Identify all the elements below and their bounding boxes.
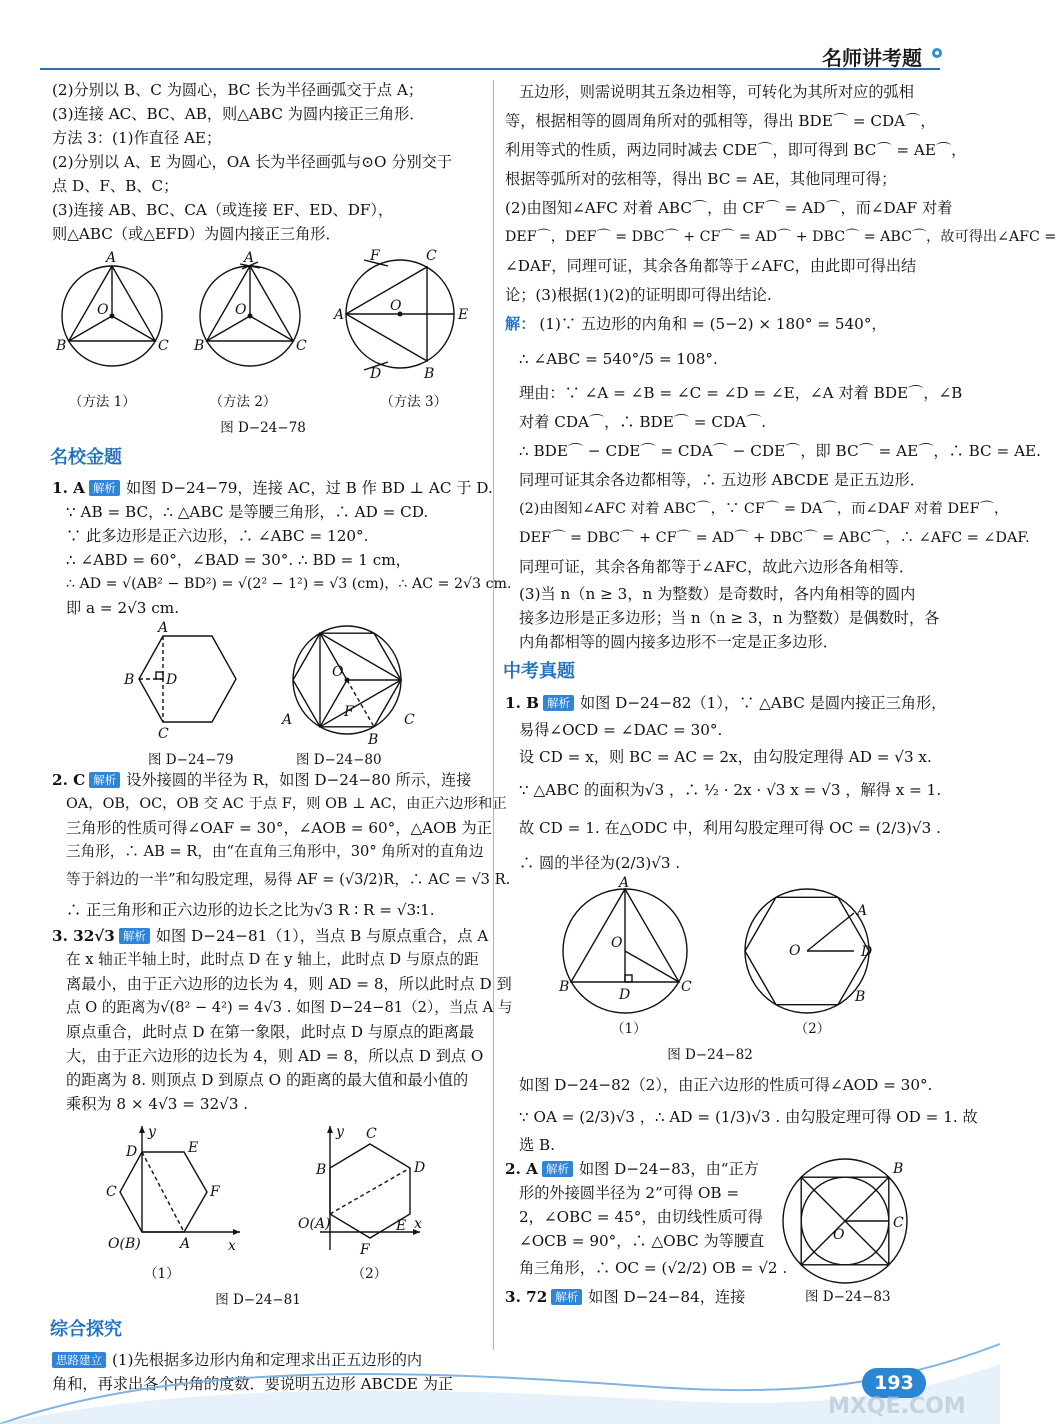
fig78-label: O bbox=[97, 302, 109, 318]
text-line: 选 B. bbox=[519, 1136, 556, 1154]
text-line: 故 CD = 1. 在△ODC 中，利用勾股定理可得 OC = (2/3)√3 . bbox=[519, 819, 941, 837]
text-line: DEF⌒，DEF⌒ = DBC⌒ + CF⌒ = AD⌒ + DBC⌒ = ABC⌒，故可得出∠AFC = bbox=[505, 229, 1056, 245]
text-line: 同理可证，其余各角都等于∠AFC，故此六边形各角相等． bbox=[519, 558, 915, 576]
text-line: 2，∠OBC = 45°，由切线性质可得 bbox=[519, 1208, 763, 1226]
text-line: (3)连接 AC、BC、AB，则△ABC 为圆内接正三角形． bbox=[52, 105, 425, 123]
fig79-label: B bbox=[124, 672, 135, 688]
silu-tag: 思路建立 bbox=[52, 1352, 106, 1368]
fig82-label: B bbox=[559, 979, 570, 995]
text-line: 乘积为 8 × 4√3 = 32√3 . bbox=[66, 1095, 249, 1113]
fig78-label: E bbox=[458, 307, 469, 323]
fig81-label: A bbox=[180, 1236, 191, 1252]
fig80-center-dot bbox=[345, 678, 350, 683]
fig78-caption: （方法 2） bbox=[209, 394, 277, 410]
fig81-caption: （2） bbox=[351, 1266, 388, 1282]
fig78-label: O bbox=[235, 302, 247, 318]
fig81-arrow bbox=[233, 1229, 240, 1235]
fig83-label: O bbox=[833, 1227, 845, 1243]
fig82-title: 图 D−24−82 bbox=[667, 1047, 753, 1063]
fig79-label: A bbox=[158, 620, 169, 636]
text-line: 内角都相等的圆内接多边形不一定是正多边形． bbox=[519, 633, 838, 651]
fig81-label: C bbox=[106, 1184, 117, 1200]
text-line: 五边形，则需说明其五条边相等，可转化为其所对应的弧相 bbox=[519, 83, 914, 101]
text-line: 理由：∵ ∠A = ∠B = ∠C = ∠D = ∠E，∠A 对着 BDE⌒，∠B bbox=[519, 384, 963, 402]
text-line: 原点重合，此时点 D 在第一象限，此时点 D 与原点的距离最 bbox=[66, 1023, 475, 1041]
fig79-label: D bbox=[166, 672, 178, 688]
header-dot-icon bbox=[932, 48, 942, 58]
jiexi-tag: 解析 bbox=[89, 480, 120, 496]
question-1 bbox=[52, 476, 512, 620]
fig81-diagonal bbox=[330, 1168, 410, 1214]
text-line: ∴ AD = √(AB² − BD²) = √(2² − 1²) = √3 (cm)，∴ AC = 2√3 cm. bbox=[66, 576, 512, 592]
text-line: 根据等弧所对的弦相等，得出 BC = AE，其他同理可得； bbox=[505, 170, 897, 188]
fig80-label: C bbox=[404, 712, 415, 728]
column-divider bbox=[493, 80, 494, 1350]
fig80-title: 图 D−24−80 bbox=[296, 752, 382, 768]
figure-d-24-83 bbox=[773, 1153, 923, 1293]
text-line: ∴ ∠ABD = 60°，∠BAD = 30°. ∴ BD = 1 cm， bbox=[66, 551, 411, 569]
page-number: 193 bbox=[862, 1368, 926, 1398]
text-line: ∵ AB = BC，∴ △ABC 是等腰三角形，∴ AD = CD. bbox=[66, 503, 429, 521]
right-column bbox=[503, 78, 1056, 1309]
text-line: (1)∵ 五边形的内角和 = (5−2) × 180° = 540°， bbox=[539, 315, 887, 333]
header-rule bbox=[40, 68, 940, 70]
silu-continued bbox=[505, 78, 1056, 310]
text-line: (1)先根据多边形内角和定理求出正五边形的内 bbox=[112, 1351, 423, 1369]
fig78-caption: （方法 1） bbox=[68, 394, 136, 410]
text-line: ∴ 正三角形和正六边形的边长之比为√3 R ∶ R = √3∶1. bbox=[66, 901, 435, 919]
fig82-segment bbox=[625, 951, 679, 982]
left-column bbox=[50, 78, 513, 1396]
jiexi-tag: 解析 bbox=[89, 772, 120, 788]
fig78-label: O bbox=[390, 298, 402, 314]
fig80-label: B bbox=[368, 732, 379, 748]
fig78-label: B bbox=[194, 338, 205, 354]
text-line: 论；(3)根据(1)(2)的证明即可得出结论. bbox=[505, 286, 772, 304]
fig82-radius bbox=[807, 913, 854, 951]
text-line: (2)分别以 B、C 为圆心，BC 长为半径画弧交于点 A； bbox=[52, 81, 424, 99]
text-line: 如图 D−24−79，连接 AC，过 B 作 BD ⊥ AC 于 D. bbox=[125, 479, 493, 497]
text-line: 形的外接圆半径为 2”可得 OB = bbox=[519, 1184, 740, 1202]
fig81-label: O(B) bbox=[108, 1236, 141, 1252]
fig81-caption: （1） bbox=[144, 1266, 180, 1282]
fig78-title: 图 D−24−78 bbox=[220, 420, 306, 436]
text-line: 易得∠OCD = ∠DAC = 30°. bbox=[519, 721, 723, 739]
fig81-label: F bbox=[360, 1242, 370, 1258]
fig81-label: B bbox=[316, 1162, 327, 1178]
text-line: ∵ 此多边形是正六边形，∴ ∠ABC = 120°. bbox=[66, 527, 369, 545]
question-3 bbox=[52, 924, 513, 1116]
text-line: 等，根据相等的圆周角所对的弧相等，得出 BDE⌒ = CDA⌒， bbox=[505, 112, 936, 130]
zk-question-2 bbox=[505, 1157, 945, 1285]
fig78-label: A bbox=[244, 250, 255, 266]
figure-d-24-82 bbox=[505, 875, 945, 1067]
answer-label: 3. 72 bbox=[505, 1288, 548, 1306]
fig81-label: C bbox=[366, 1126, 377, 1142]
fig78-center-dot bbox=[110, 314, 115, 319]
section-heading-mingxiao: 名校金题 bbox=[50, 447, 122, 468]
text-line: 如图 D−24−82（2），由正六边形的性质可得∠AOD = 30°. bbox=[519, 1076, 933, 1094]
fig81-label: x bbox=[414, 1216, 422, 1232]
fig81-label: D bbox=[414, 1160, 426, 1176]
text-line: 点 O 的距离为√(8² − 4²) = 4√3 . 如图 D−24−81（2），当点 A 与 bbox=[66, 999, 513, 1016]
section-heading-zonghe: 综合探究 bbox=[50, 1319, 122, 1340]
fig82-label: D bbox=[861, 944, 873, 960]
fig79-right-angle bbox=[156, 672, 163, 679]
text-line: ∴ BDE⌒ − CDE⌒ = CDA⌒ − CDE⌒，即 BC⌒ = AE⌒，∴ BC = AE. bbox=[519, 442, 1041, 460]
answer-label: 2. A bbox=[505, 1160, 538, 1178]
answer-label: 1. B bbox=[505, 694, 539, 712]
text-line: (2)由图知∠AFC 对着 ABC⌒，由 CF⌒ = AD⌒，而∠DAF 对着 bbox=[505, 199, 953, 217]
fig81-label: x bbox=[228, 1238, 236, 1254]
fig82-label: O bbox=[789, 943, 801, 959]
fig81-label: E bbox=[188, 1140, 199, 1156]
answer-label: 3. 32√3 bbox=[52, 927, 115, 945]
figures-79-80 bbox=[52, 620, 484, 768]
text-line: 如图 D−24−82（1），∵ △ABC 是圆内接正三角形， bbox=[579, 694, 947, 712]
text-line: DEF⌒ = DBC⌒ + CF⌒ = AD⌒ + DBC⌒ = ABC⌒，∴ ∠AFC = ∠DAF. bbox=[519, 530, 1030, 546]
section-heading-zhongkao: 中考真题 bbox=[503, 661, 575, 682]
fig79-title: 图 D−24−79 bbox=[148, 752, 234, 768]
fig83-label: C bbox=[893, 1215, 904, 1231]
fig82-caption: （1） bbox=[611, 1021, 647, 1037]
fig78-label: F bbox=[370, 248, 380, 264]
fig83-title: 图 D−24−83 bbox=[805, 1289, 891, 1305]
zk-question-1 bbox=[505, 690, 945, 879]
fig78-caption: （方法 3） bbox=[380, 394, 448, 410]
text-line: 则△ABC（或△EFD）为圆内接正三角形． bbox=[52, 225, 341, 243]
text-line: OA，OB，OC，OB 交 AC 于点 F，则 OB ⊥ AC，由正六边形和正 bbox=[66, 796, 507, 812]
fig82-caption: （2） bbox=[794, 1021, 831, 1037]
watermark: MXQE.COM bbox=[828, 1394, 966, 1419]
text-line: ∠OCB = 90°，∴ △OBC 为等腰直 bbox=[519, 1232, 765, 1250]
fig78-center-dot bbox=[248, 314, 253, 319]
text-line: 如图 D−24−84，连接 bbox=[588, 1288, 746, 1306]
fig82-label: C bbox=[681, 979, 692, 995]
fig82-right-angle bbox=[625, 975, 632, 982]
fig78-label: B bbox=[424, 366, 435, 382]
fig81-label: y bbox=[148, 1124, 156, 1140]
text-line: 设 CD = x，则 BC = AC = 2x，由勾股定理得 AD = √3 x. bbox=[519, 748, 932, 766]
fig78-label: D bbox=[370, 366, 382, 382]
jiexi-tag: 解析 bbox=[119, 928, 150, 944]
text-line: 三角形，∴ AB = R，由“在直角三角形中，30° 角所对的直角边 bbox=[66, 843, 484, 860]
fig81-arrow bbox=[139, 1126, 145, 1133]
fig81-label: F bbox=[210, 1184, 220, 1200]
fig82-label: A bbox=[619, 875, 630, 891]
fig83-label: B bbox=[893, 1161, 904, 1177]
fig82-label: A bbox=[857, 903, 868, 919]
fig81-label: y bbox=[336, 1124, 344, 1140]
fig78-label: C bbox=[158, 338, 169, 354]
fig78-label: C bbox=[426, 248, 437, 264]
fig78-label: A bbox=[106, 250, 117, 266]
text-line: 对着 CDA⌒，∴ BDE⌒ = CDA⌒. bbox=[519, 413, 767, 431]
text-line: (3)连接 AB、BC、CA（或连接 EF、ED、DF）， bbox=[52, 201, 394, 219]
text-line: ∴ 圆的半径为(2/3)√3 . bbox=[519, 854, 681, 872]
text-line: 即 a = 2√3 cm. bbox=[66, 599, 180, 617]
text-line: (2)分别以 A、E 为圆心，OA 长为半径画弧与⊙O 分别交于 bbox=[52, 153, 453, 171]
text-line: 离最小，由于正六边形的边长为 4，则 AD = 8，所以此时点 D 到 bbox=[66, 975, 512, 993]
fig81-arrow bbox=[327, 1126, 333, 1133]
fig78-label: C bbox=[296, 338, 307, 354]
text-line: 等于斜边的一半”和勾股定理，易得 AF = (√3/2)R，∴ AC = √3 R. bbox=[66, 871, 511, 888]
fig81-label: O(A) bbox=[298, 1216, 331, 1232]
text-line: ∵ OA = (2/3)√3 ，∴ AD = (1/3)√3 . 由勾股定理可得 OD = 1. 故 bbox=[519, 1108, 978, 1126]
fig82-label: B bbox=[855, 989, 866, 1005]
fig80-label: F bbox=[344, 704, 354, 720]
figure-d-24-78 bbox=[52, 248, 484, 440]
text-line: 角三角形，∴ OC = (√2/2) OB = √2 . bbox=[519, 1259, 788, 1277]
fig78-label: A bbox=[334, 307, 345, 323]
fig80-label: O bbox=[332, 664, 344, 680]
text-line: (2)由图知∠AFC 对着 ABC⌒，∵ CF⌒ = DA⌒，而∠DAF 对着 DEF⌒， bbox=[519, 501, 1009, 517]
text-line: ∠DAF，同理可证，其余各角都等于∠AFC，由此即可得出结 bbox=[505, 257, 917, 275]
jiexi-tag: 解析 bbox=[551, 1289, 582, 1305]
text-line: 如图 D−24−83，由“正方 bbox=[578, 1160, 759, 1178]
fig82-label: O bbox=[611, 935, 623, 951]
fig81-title: 图 D−24−81 bbox=[215, 1292, 301, 1308]
jiexi-tag: 解析 bbox=[542, 1161, 573, 1177]
fig81-label: E bbox=[396, 1218, 407, 1234]
text-line: 方法 3：(1)作直径 AE； bbox=[52, 129, 222, 147]
fig81-label: D bbox=[126, 1144, 138, 1160]
fig79-label: C bbox=[158, 726, 169, 742]
text-line: 同理可证其余各边都相等，∴ 五边形 ABCDE 是正五边形． bbox=[519, 471, 925, 489]
text-line: 在 x 轴正半轴上时，此时点 D 在 y 轴上，此时点 D 与原点的距 bbox=[66, 951, 479, 968]
jiexi-tag: 解析 bbox=[543, 695, 574, 711]
text-line: 如图 D−24−81（1），当点 B 与原点重合，点 A bbox=[155, 927, 489, 945]
question-2 bbox=[52, 768, 511, 924]
text-line: 角和，再求出各个内角的度数．要说明五边形 ABCDE 为正 bbox=[52, 1375, 454, 1393]
text-line: 的距离为 8. 则顶点 D 到原点 O 的距离的最大值和最小值的 bbox=[66, 1071, 469, 1089]
zk-question-1-after bbox=[505, 1069, 978, 1157]
text-line: 点 D、F、B、C； bbox=[52, 177, 179, 195]
answer-label: 2. C bbox=[52, 771, 86, 789]
fig82-label: D bbox=[619, 987, 631, 1003]
text-line: 设外接圆的半径为 R，如图 D−24−80 所示，连接 bbox=[126, 771, 472, 789]
jie-block bbox=[505, 310, 1041, 654]
text-line: 三角形的性质可得∠OAF = 30°，∠AOB = 60°，△AOB 为正 bbox=[66, 819, 492, 837]
text-line: 利用等式的性质，两边同时减去 CDE⌒，即可得到 BC⌒ = AE⌒， bbox=[505, 141, 967, 159]
header-title: 名师讲考题 bbox=[822, 46, 922, 70]
fig81-diagonal bbox=[142, 1152, 184, 1232]
fig80-label: A bbox=[282, 712, 293, 728]
text-line: (3)当 n（n ≥ 3，n 为整数）是奇数时，各内角相等的圆内 bbox=[519, 585, 916, 603]
jie-label: 解： bbox=[505, 315, 536, 333]
fig78-label: B bbox=[56, 338, 67, 354]
answer-label: 1. A bbox=[52, 479, 85, 497]
text-line: 接多边形是正多边形；当 n（n ≥ 3，n 为整数）是偶数时，各 bbox=[519, 609, 940, 627]
text-line: ∴ ∠ABC = 540°/5 = 108°. bbox=[519, 350, 718, 368]
figure-d-24-81 bbox=[52, 1122, 484, 1312]
text-line: ∵ △ABC 的面积为√3 ，∴ ½ · 2x · √3 x = √3 ，解得 x = 1. bbox=[519, 781, 942, 799]
text-line: 大，由于正六边形的边长为 4，则 AD = 8，所以点 D 到点 O bbox=[66, 1047, 484, 1065]
